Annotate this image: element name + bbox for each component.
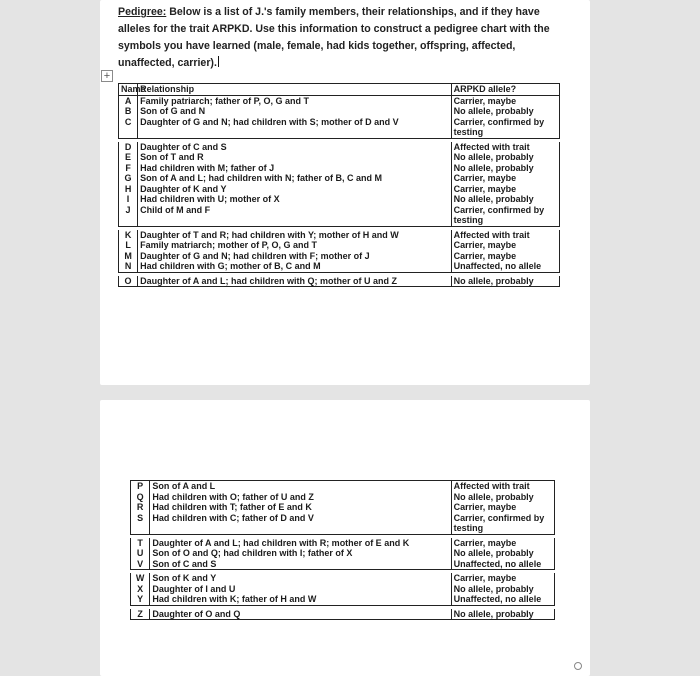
table-row — [131, 594, 555, 605]
cell-relationship: Had children with K; father of H and W — [150, 594, 451, 605]
cell-relationship: Daughter of G and N; had children with F; mother of J — [138, 251, 451, 262]
cell-allele: No allele, probably — [451, 584, 554, 595]
cell-relationship: Had children with G; mother of B, C and M — [138, 261, 451, 272]
cell-name: D — [119, 142, 138, 153]
cell-allele: Carrier, maybe — [451, 184, 559, 195]
cell-allele: Carrier, confirmed by testing — [451, 513, 554, 535]
pedigree-table-1 — [118, 83, 560, 287]
cell-relationship: Daughter of K and Y — [138, 184, 451, 195]
cell-name: X — [131, 584, 150, 595]
cell-name: B — [119, 106, 138, 117]
table-header-row — [119, 84, 560, 96]
cell-allele: Carrier, maybe — [451, 173, 559, 184]
cell-name: E — [119, 152, 138, 163]
text-cursor — [218, 56, 219, 67]
table-row — [131, 481, 555, 492]
table-row — [119, 95, 560, 106]
cell-name: F — [119, 163, 138, 174]
cell-allele: Affected with trait — [451, 481, 554, 492]
cell-name: J — [119, 205, 138, 227]
cell-allele: Affected with trait — [451, 142, 559, 153]
table-row — [119, 184, 560, 195]
table-row — [131, 609, 555, 620]
header-allele: ARPKD allele? — [451, 84, 559, 96]
table-row — [119, 106, 560, 117]
cell-allele: No allele, probably — [451, 548, 554, 559]
table-row — [119, 163, 560, 174]
cell-allele: Carrier, maybe — [451, 502, 554, 513]
table-row — [119, 261, 560, 272]
table-row — [119, 240, 560, 251]
cell-relationship: Son of O and Q; had children with I; father of X — [150, 548, 451, 559]
table-row — [119, 173, 560, 184]
table-row — [131, 584, 555, 595]
cell-relationship: Son of K and Y — [150, 573, 451, 584]
cell-name: I — [119, 194, 138, 205]
instructions-paragraph — [118, 4, 568, 72]
cell-allele: Unaffected, no allele — [451, 594, 554, 605]
cell-allele: No allele, probably — [451, 152, 559, 163]
cell-name: O — [119, 276, 138, 287]
table-row — [119, 230, 560, 241]
cell-allele: Carrier, maybe — [451, 95, 559, 106]
cell-allele: Carrier, maybe — [451, 573, 554, 584]
table-row — [131, 513, 555, 535]
cell-allele: No allele, probably — [451, 163, 559, 174]
instructions-body: Below is a list of J.'s family members, their relationships, and if they have alleles for the trait ARPKD. Use this information to construct a pedigree chart with the symbols you have learned (male, female, had kids together, offspring, affected, unaffected, carrier). — [118, 6, 550, 69]
cell-relationship: Son of T and R — [138, 152, 451, 163]
document-page-2 — [100, 400, 590, 676]
instructions-title: Pedigree: — [118, 6, 167, 18]
cell-relationship: Had children with T; father of E and K — [150, 502, 451, 513]
cell-name: K — [119, 230, 138, 241]
cell-relationship: Son of A and L — [150, 481, 451, 492]
table-move-handle-icon[interactable]: + — [101, 70, 113, 82]
table-row — [131, 492, 555, 503]
resize-handle-icon[interactable] — [574, 662, 582, 670]
cell-relationship: Had children with U; mother of X — [138, 194, 451, 205]
cell-relationship: Had children with C; father of D and V — [150, 513, 451, 535]
cell-relationship: Family matriarch; mother of P, O, G and T — [138, 240, 451, 251]
cell-relationship: Daughter of A and L; had children with R; mother of E and K — [150, 538, 451, 549]
cell-name: Z — [131, 609, 150, 620]
table-row — [119, 276, 560, 287]
pedigree-table-2 — [130, 480, 555, 620]
table-row — [119, 251, 560, 262]
cell-relationship: Daughter of O and Q — [150, 609, 451, 620]
cell-allele: Unaffected, no allele — [451, 559, 554, 570]
cell-name: V — [131, 559, 150, 570]
cell-relationship: Daughter of G and N; had children with S; mother of D and V — [138, 117, 451, 139]
cell-allele: No allele, probably — [451, 106, 559, 117]
cell-allele: Carrier, confirmed by testing — [451, 117, 559, 139]
cell-name: S — [131, 513, 150, 535]
cell-relationship: Daughter of I and U — [150, 584, 451, 595]
table-row — [131, 573, 555, 584]
cell-allele: No allele, probably — [451, 194, 559, 205]
cell-name: R — [131, 502, 150, 513]
cell-relationship: Son of C and S — [150, 559, 451, 570]
cell-allele: Affected with trait — [451, 230, 559, 241]
table-row — [119, 152, 560, 163]
cell-name: M — [119, 251, 138, 262]
cell-relationship: Had children with M; father of J — [138, 163, 451, 174]
cell-relationship: Family patriarch; father of P, O, G and T — [138, 95, 451, 106]
cell-allele: No allele, probably — [451, 492, 554, 503]
cell-relationship: Had children with O; father of U and Z — [150, 492, 451, 503]
cell-allele: Carrier, maybe — [451, 538, 554, 549]
cell-relationship: Son of A and L; had children with N; father of B, C and M — [138, 173, 451, 184]
cell-name: T — [131, 538, 150, 549]
cell-name: W — [131, 573, 150, 584]
table-row — [131, 559, 555, 570]
cell-name: Q — [131, 492, 150, 503]
cell-name: U — [131, 548, 150, 559]
cell-relationship: Daughter of C and S — [138, 142, 451, 153]
cell-allele: Carrier, maybe — [451, 240, 559, 251]
table-row — [131, 502, 555, 513]
cell-allele: Carrier, maybe — [451, 251, 559, 262]
cell-allele: Carrier, confirmed by testing — [451, 205, 559, 227]
cell-name: N — [119, 261, 138, 272]
header-name: Name — [119, 84, 138, 96]
cell-relationship: Child of M and F — [138, 205, 451, 227]
cell-allele: No allele, probably — [451, 276, 559, 287]
cell-relationship: Daughter of A and L; had children with Q; mother of U and Z — [138, 276, 451, 287]
header-relationship: Relationship — [138, 84, 451, 96]
cell-name: P — [131, 481, 150, 492]
cell-name: C — [119, 117, 138, 139]
table-row — [131, 538, 555, 549]
table-row — [119, 142, 560, 153]
cell-name: H — [119, 184, 138, 195]
cell-name: Y — [131, 594, 150, 605]
cell-name: L — [119, 240, 138, 251]
table-row — [119, 117, 560, 139]
document-page-1 — [100, 0, 590, 385]
cell-relationship: Daughter of T and R; had children with Y; mother of H and W — [138, 230, 451, 241]
table-row — [119, 205, 560, 227]
table-row — [131, 548, 555, 559]
cell-allele: Unaffected, no allele — [451, 261, 559, 272]
cell-relationship: Son of G and N — [138, 106, 451, 117]
cell-name: G — [119, 173, 138, 184]
table-row — [119, 194, 560, 205]
cell-allele: No allele, probably — [451, 609, 554, 620]
cell-name: A — [119, 95, 138, 106]
